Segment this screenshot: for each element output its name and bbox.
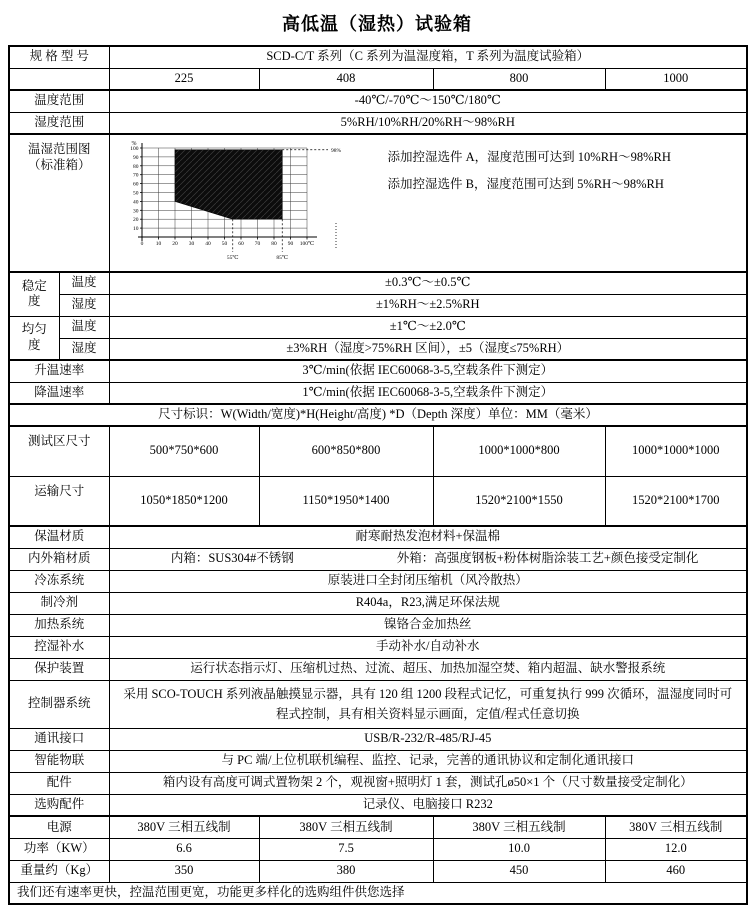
water-supply-label: 控湿补水 bbox=[9, 636, 109, 658]
comm-value: USB/R-232/R-485/RJ-45 bbox=[109, 728, 747, 750]
power-supply-label: 电源 bbox=[9, 816, 109, 838]
stability-group-label bbox=[9, 272, 59, 316]
uniformity-temp-label: 温度 bbox=[59, 316, 109, 338]
spec-model-value: SCD-C/T 系列（C 系列为温湿度箱，T 系列为温度试验箱） bbox=[109, 46, 747, 68]
svg-text:90: 90 bbox=[132, 154, 139, 161]
comm-label: 通讯接口 bbox=[9, 728, 109, 750]
cabinet-label: 内外箱材质 bbox=[9, 548, 109, 570]
uniformity-group-line1: 均匀 bbox=[21, 322, 47, 337]
accessories-label: 配件 bbox=[9, 772, 109, 794]
transport-1000: 1520*2100*1700 bbox=[605, 476, 747, 526]
power-supply-1000: 380V 三相五线制 bbox=[605, 816, 747, 838]
refrigeration-label: 冷冻系统 bbox=[9, 570, 109, 592]
controller-text: 采用 SCO-TOUCH 系列液晶触摸显示器，具有 120 组 1200 段程式记忆，可重复执行 999 次循环，温湿度同时可程式控制，具有相关资料显示画面，定值/程式任意切换 bbox=[123, 686, 733, 722]
weight-225: 350 bbox=[109, 860, 259, 882]
power-408: 7.5 bbox=[259, 838, 433, 860]
row-spec-model bbox=[9, 46, 747, 68]
svg-text:30: 30 bbox=[188, 241, 194, 247]
row-test-area bbox=[9, 426, 747, 476]
cooling-rate-value: 1℃/min(依据 IEC60068-3-5,空载条件下测定） bbox=[109, 382, 747, 404]
humidity-range-value: 5%RH/10%RH/20%RH～98%RH bbox=[109, 112, 747, 134]
test-area-800: 1000*1000*800 bbox=[433, 426, 605, 476]
model-225: 225 bbox=[109, 68, 259, 90]
test-area-label: 测试区尺寸 bbox=[9, 426, 109, 476]
spec-table bbox=[8, 45, 748, 905]
models-empty-cell bbox=[9, 68, 109, 90]
uniformity-temp-value: ±1℃～±2.0℃ bbox=[109, 316, 747, 338]
weight-label: 重量约（Kg） bbox=[9, 860, 109, 882]
svg-text:100℃: 100℃ bbox=[299, 241, 314, 247]
stability-group-line2: 度 bbox=[27, 294, 41, 309]
transport-408: 1150*1950*1400 bbox=[259, 476, 433, 526]
svg-text:90: 90 bbox=[287, 241, 293, 247]
humidity-option-note-b: 添加控湿选件 B，湿度范围可达到 5%RH～98%RH bbox=[387, 176, 664, 191]
row-cabinet bbox=[9, 548, 747, 570]
cabinet-value bbox=[109, 548, 747, 570]
row-insulation bbox=[9, 526, 747, 548]
svg-text:20: 20 bbox=[132, 217, 139, 224]
svg-text:10: 10 bbox=[132, 226, 139, 233]
cabinet-outer: 外箱：高强度钢板+粉体树脂涂装工艺+颜色接受定制化 bbox=[396, 551, 699, 566]
weight-408: 380 bbox=[259, 860, 433, 882]
row-power-supply bbox=[9, 816, 747, 838]
svg-text:50: 50 bbox=[132, 190, 139, 197]
model-800: 800 bbox=[433, 68, 605, 90]
row-footer bbox=[9, 882, 747, 904]
row-comm bbox=[9, 728, 747, 750]
humidity-option-notes bbox=[366, 135, 747, 198]
power-supply-408: 380V 三相五线制 bbox=[259, 816, 433, 838]
refrigerant-label: 制冷剂 bbox=[9, 592, 109, 614]
row-uniformity-hum bbox=[9, 338, 747, 360]
row-power bbox=[9, 838, 747, 860]
svg-text:70: 70 bbox=[254, 241, 260, 247]
row-heating-rate bbox=[9, 360, 747, 382]
model-1000: 1000 bbox=[605, 68, 747, 90]
controller-label: 控制器系统 bbox=[9, 680, 109, 728]
row-cooling-rate bbox=[9, 382, 747, 404]
test-area-408: 600*850*800 bbox=[259, 426, 433, 476]
row-stability-hum bbox=[9, 294, 747, 316]
heating-rate-value: 3℃/min(依据 IEC60068-3-5,空载条件下测定） bbox=[109, 360, 747, 382]
humidity-range-label: 湿度范围 bbox=[9, 112, 109, 134]
uniformity-group-label bbox=[9, 316, 59, 360]
insulation-label: 保温材质 bbox=[9, 526, 109, 548]
svg-text:98%: 98% bbox=[330, 147, 341, 154]
chart-label-line1: 温湿范围图 bbox=[28, 142, 91, 156]
row-refrigerant bbox=[9, 592, 747, 614]
weight-1000: 460 bbox=[605, 860, 747, 882]
svg-text:10: 10 bbox=[155, 241, 161, 247]
weight-800: 450 bbox=[433, 860, 605, 882]
heating-rate-label: 升温速率 bbox=[9, 360, 109, 382]
cabinet-flex bbox=[113, 551, 744, 567]
row-temp-range bbox=[9, 90, 747, 112]
temp-range-value: -40℃/-70℃～150℃/180℃ bbox=[109, 90, 747, 112]
refrigerant-value: R404a，R23,满足环保法规 bbox=[109, 592, 747, 614]
svg-text:40: 40 bbox=[204, 241, 211, 247]
uniformity-hum-value: ±3%RH（湿度>75%RH 区间），±5（湿度≤75%RH） bbox=[109, 338, 747, 360]
protection-label: 保护装置 bbox=[9, 658, 109, 680]
iot-label: 智能物联 bbox=[9, 750, 109, 772]
row-controller bbox=[9, 680, 747, 728]
row-transport bbox=[9, 476, 747, 526]
stability-group-line1: 稳定 bbox=[21, 278, 47, 293]
svg-text:20: 20 bbox=[171, 241, 178, 247]
svg-text:%: % bbox=[131, 141, 137, 147]
test-area-225: 500*750*600 bbox=[109, 426, 259, 476]
stability-hum-label: 湿度 bbox=[59, 294, 109, 316]
transport-225: 1050*1850*1200 bbox=[109, 476, 259, 526]
optional-value: 记录仪、电脑接口 R232 bbox=[109, 794, 747, 816]
power-1000: 12.0 bbox=[605, 838, 747, 860]
svg-text:100: 100 bbox=[129, 146, 139, 152]
svg-text:70: 70 bbox=[132, 172, 139, 179]
test-area-1000: 1000*1000*1000 bbox=[605, 426, 747, 476]
page-title: 高低温（湿热）试验箱 bbox=[282, 14, 472, 34]
svg-text:60: 60 bbox=[237, 241, 244, 247]
row-accessories bbox=[9, 772, 747, 794]
chart-flex bbox=[110, 135, 747, 271]
row-heating-system bbox=[9, 614, 747, 636]
uniformity-group-line2: 度 bbox=[27, 337, 41, 352]
svg-text:55℃: 55℃ bbox=[226, 255, 239, 261]
humidity-option-note-a: 添加控湿选件 A，湿度范围可达到 10%RH～98%RH bbox=[387, 150, 671, 164]
svg-text:30: 30 bbox=[132, 208, 139, 215]
transport-label: 运输尺寸 bbox=[9, 476, 109, 526]
row-humidity-range bbox=[9, 112, 747, 134]
row-optional bbox=[9, 794, 747, 816]
svg-text:50: 50 bbox=[221, 241, 227, 247]
power-225: 6.6 bbox=[109, 838, 259, 860]
stability-temp-label: 温度 bbox=[59, 272, 109, 294]
svg-text:85℃: 85℃ bbox=[275, 255, 288, 261]
power-800: 10.0 bbox=[433, 838, 605, 860]
temp-range-label: 温度范围 bbox=[9, 90, 109, 112]
heating-system-label: 加热系统 bbox=[9, 614, 109, 636]
refrigeration-value: 原装进口全封闭压缩机（风冷散热） bbox=[109, 570, 747, 592]
protection-value: 运行状态指示灯、压缩机过热、过流、超压、加热加湿空焚、箱内超温、缺水警报系统 bbox=[109, 658, 747, 680]
stability-hum-value: ±1%RH～±2.5%RH bbox=[109, 294, 747, 316]
humidity-temp-chart bbox=[110, 135, 366, 271]
optional-label: 选购配件 bbox=[9, 794, 109, 816]
controller-value bbox=[109, 680, 747, 728]
row-iot bbox=[9, 750, 747, 772]
spec-model-label: 规 格 型 号 bbox=[9, 46, 109, 68]
accessories-value: 箱内设有高度可调式置物架 2 个，观视窗+照明灯 1 套，测试孔ø50×1 个（尺寸数量接受定制化） bbox=[109, 772, 747, 794]
cabinet-inner: 内箱：SUS304#不锈钢 bbox=[170, 551, 294, 566]
footer-note: 我们还有速率更快，控温范围更宽，功能更多样化的选购组件供您选择 bbox=[9, 882, 747, 904]
spec-sheet-page bbox=[0, 10, 754, 905]
svg-text:60: 60 bbox=[132, 181, 139, 188]
chart-label bbox=[9, 134, 109, 272]
row-water-supply bbox=[9, 636, 747, 658]
size-note: 尺寸标识：W(Width/宽度)*H(Height/高度) *D（Depth 深度）单位：MM（毫米） bbox=[9, 404, 747, 426]
row-protection bbox=[9, 658, 747, 680]
row-size-note bbox=[9, 404, 747, 426]
humidity-temp-chart-svg bbox=[114, 137, 354, 271]
cooling-rate-label: 降温速率 bbox=[9, 382, 109, 404]
svg-text:0: 0 bbox=[140, 241, 143, 247]
insulation-value: 耐寒耐热发泡材料+保温棉 bbox=[109, 526, 747, 548]
power-label: 功率（KW） bbox=[9, 838, 109, 860]
stability-temp-value: ±0.3℃～±0.5℃ bbox=[109, 272, 747, 294]
iot-value: 与 PC 端/上位机联机编程、监控、记录，完善的通讯协议和定制化通讯接口 bbox=[109, 750, 747, 772]
chart-label-line2: （标准箱） bbox=[28, 157, 91, 172]
water-supply-value: 手动补水/自动补水 bbox=[109, 636, 747, 658]
row-chart bbox=[9, 134, 747, 272]
svg-text:80: 80 bbox=[132, 163, 139, 170]
row-refrigeration bbox=[9, 570, 747, 592]
row-uniformity-temp bbox=[9, 316, 747, 338]
uniformity-hum-label: 湿度 bbox=[59, 338, 109, 360]
svg-text:40: 40 bbox=[132, 199, 139, 206]
model-408: 408 bbox=[259, 68, 433, 90]
heating-system-value: 镍铬合金加热丝 bbox=[109, 614, 747, 636]
row-stability-temp bbox=[9, 272, 747, 294]
svg-text:80: 80 bbox=[270, 241, 277, 247]
power-supply-225: 380V 三相五线制 bbox=[109, 816, 259, 838]
chart-cell bbox=[109, 134, 747, 272]
row-models bbox=[9, 68, 747, 90]
transport-800: 1520*2100*1550 bbox=[433, 476, 605, 526]
row-weight bbox=[9, 860, 747, 882]
power-supply-800: 380V 三相五线制 bbox=[433, 816, 605, 838]
